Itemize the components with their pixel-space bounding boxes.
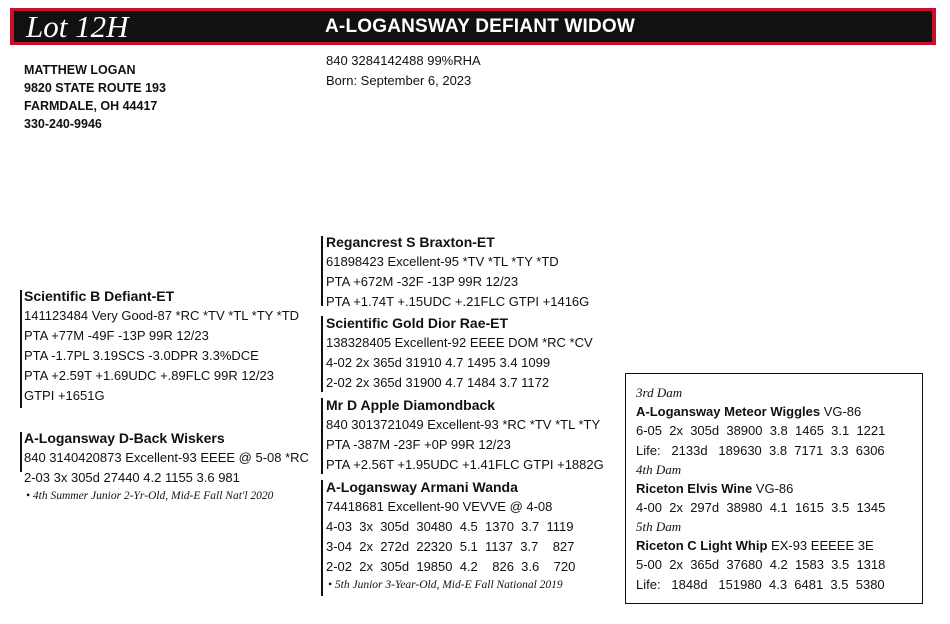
third-dam-score: VG-86 bbox=[820, 404, 862, 419]
fifth-dam-name: Riceton C Light Whip bbox=[636, 538, 768, 553]
fifth-dam-line: Life: 1848d 151980 4.3 6481 3.5 5380 bbox=[636, 577, 885, 592]
dam-sire-bracket bbox=[321, 398, 323, 474]
dam-line: 840 3140420873 Excellent-93 EEEE @ 5-08 *RC bbox=[24, 450, 309, 465]
sire-sire-block bbox=[326, 232, 589, 312]
fourth-dam-line: 4-00 2x 297d 38980 4.1 1615 3.5 1345 bbox=[636, 500, 886, 515]
third-dam-title bbox=[636, 402, 885, 421]
fourth-dam-name: Riceton Elvis Wine bbox=[636, 481, 753, 496]
sire-dam-bracket bbox=[321, 316, 323, 392]
animal-name-title: A-LOGANSWAY DEFIANT WIDOW bbox=[325, 16, 636, 37]
dam-sire-name: Mr D Apple Diamondback bbox=[326, 397, 496, 413]
fourth-dam-title bbox=[636, 479, 885, 498]
third-dam-line: 6-05 2x 305d 38900 3.8 1465 3.1 1221 bbox=[636, 423, 886, 438]
sire-dam-name: Scientific Gold Dior Rae-ET bbox=[326, 315, 509, 331]
dam-dam-show-note: • 5th Junior 3-Year-Old, Mid-E Fall National 2019 bbox=[328, 579, 563, 591]
dam-dam-block bbox=[326, 477, 575, 593]
dam-dam-line: 2-02 2x 305d 19850 4.2 826 3.6 720 bbox=[326, 559, 576, 574]
sire-dam-line: 4-02 2x 365d 31910 4.7 1495 3.4 1099 bbox=[326, 355, 551, 370]
dam-sire-line: PTA -387M -23F +0P 99R 12/23 bbox=[326, 437, 511, 452]
sire-sire-bracket bbox=[321, 236, 323, 306]
dam-dam-name: A-Logansway Armani Wanda bbox=[326, 479, 518, 495]
third-dam-line: Life: 2133d 189630 3.8 7171 3.3 6306 bbox=[636, 443, 885, 458]
consignor-block bbox=[24, 61, 166, 133]
fourth-dam-score: VG-86 bbox=[752, 481, 794, 496]
sire-dam-block bbox=[326, 313, 593, 393]
sire-bracket bbox=[20, 290, 22, 408]
lot-number: Lot 12H bbox=[26, 9, 129, 44]
dam-line: 2-03 3x 305d 27440 4.2 1155 3.6 981 bbox=[24, 470, 240, 485]
sire-dam-line: 2-02 2x 365d 31900 4.7 1484 3.7 1172 bbox=[326, 375, 550, 390]
sire-sire-name: Regancrest S Braxton-ET bbox=[326, 234, 495, 250]
sire-line: PTA +2.59T +1.69UDC +.89FLC 99R 12/23 bbox=[24, 368, 274, 383]
consignor-address-1: 9820 STATE ROUTE 193 bbox=[24, 81, 166, 95]
dam-dam-line: 3-04 2x 272d 22320 5.1 1137 3.7 827 bbox=[326, 539, 575, 554]
fourth-dam-heading: 4th Dam bbox=[636, 462, 682, 477]
sire-sire-line: PTA +1.74T +.15UDC +.21FLC GTPI +1416G bbox=[326, 294, 590, 309]
dam-bracket bbox=[20, 432, 22, 472]
fourth-dam-block bbox=[636, 461, 885, 518]
dam-block bbox=[24, 428, 309, 504]
sire-line: GTPI +1651G bbox=[24, 388, 105, 403]
extended-dams-box bbox=[625, 373, 923, 604]
sire-line: 141123484 Very Good-87 *RC *TV *TL *TY *TD bbox=[24, 308, 300, 323]
fifth-dam-score: EX-93 EEEEE 3E bbox=[767, 538, 874, 553]
dam-sire-line: PTA +2.56T +1.95UDC +1.41FLC GTPI +1882G bbox=[326, 457, 604, 472]
consignor-phone: 330-240-9946 bbox=[24, 117, 102, 131]
sire-sire-line: 61898423 Excellent-95 *TV *TL *TY *TD bbox=[326, 254, 559, 269]
dam-sire-block bbox=[326, 395, 604, 475]
fifth-dam-block bbox=[636, 518, 885, 595]
sire-line: PTA -1.7PL 3.19SCS -3.0DPR 3.3%DCE bbox=[24, 348, 259, 363]
consignor-address-2: FARMDALE, OH 44417 bbox=[24, 99, 158, 113]
third-dam-heading: 3rd Dam bbox=[636, 385, 683, 400]
fifth-dam-heading: 5th Dam bbox=[636, 519, 682, 534]
consignor-name: MATTHEW LOGAN bbox=[24, 63, 136, 77]
sire-dam-line: 138328405 Excellent-92 EEEE DOM *RC *CV bbox=[326, 335, 593, 350]
dam-show-note: • 4th Summer Junior 2-Yr-Old, Mid-E Fall Nat'l 2020 bbox=[26, 490, 274, 502]
dam-dam-line: 74418681 Excellent-90 VEVVE @ 4-08 bbox=[326, 499, 553, 514]
sire-name: Scientific B Defiant-ET bbox=[24, 288, 175, 304]
sire-line: PTA +77M -49F -13P 99R 12/23 bbox=[24, 328, 209, 343]
dam-sire-line: 840 3013721049 Excellent-93 *RC *TV *TL *TY bbox=[326, 417, 601, 432]
third-dam-block bbox=[636, 384, 885, 461]
dam-dam-bracket bbox=[321, 480, 323, 596]
fifth-dam-line: 5-00 2x 365d 37680 4.2 1583 3.5 1318 bbox=[636, 557, 886, 572]
dam-name: A-Logansway D-Back Wiskers bbox=[24, 430, 225, 446]
fifth-dam-title bbox=[636, 536, 885, 555]
sire-sire-line: PTA +672M -32F -13P 99R 12/23 bbox=[326, 274, 519, 289]
animal-born-date: Born: September 6, 2023 bbox=[326, 73, 472, 88]
animal-info bbox=[326, 51, 481, 91]
animal-id-line: 840 3284142488 99%RHA bbox=[326, 53, 481, 68]
sire-block bbox=[24, 286, 299, 406]
dam-dam-line: 4-03 3x 305d 30480 4.5 1370 3.7 1119 bbox=[326, 519, 574, 534]
third-dam-name: A-Logansway Meteor Wiggles bbox=[636, 404, 821, 419]
